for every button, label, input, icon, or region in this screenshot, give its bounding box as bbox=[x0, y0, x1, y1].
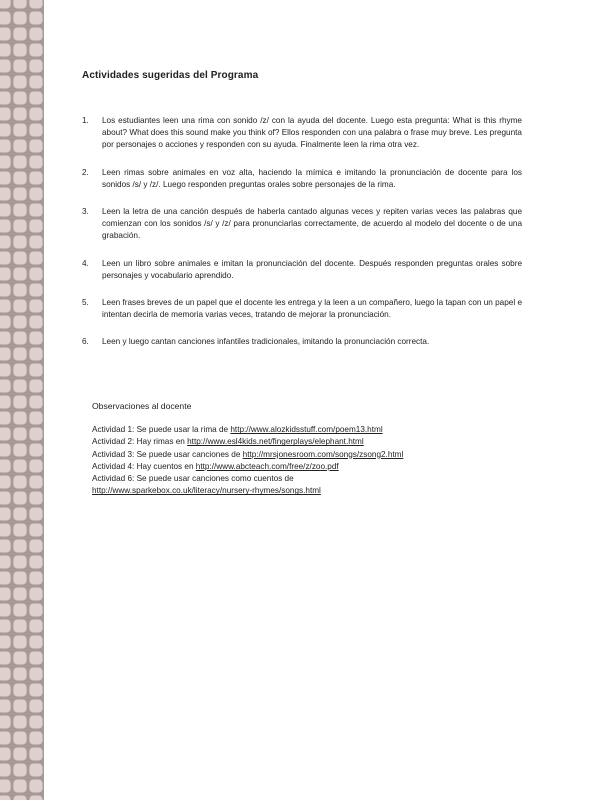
note-link[interactable]: http://www.esl4kids.net/fingerplays/elephant.html bbox=[187, 437, 364, 447]
border-tile bbox=[0, 395, 11, 408]
border-tile bbox=[13, 443, 26, 456]
border-tile bbox=[29, 107, 42, 120]
border-tile bbox=[0, 187, 11, 200]
border-tile bbox=[0, 459, 11, 472]
border-tile bbox=[13, 683, 26, 696]
border-tile bbox=[13, 763, 26, 776]
note-line bbox=[92, 461, 512, 473]
border-tile bbox=[13, 203, 26, 216]
border-tile bbox=[13, 507, 26, 520]
border-tile bbox=[0, 779, 11, 792]
border-tile bbox=[0, 155, 11, 168]
border-tile bbox=[29, 91, 42, 104]
border-tile bbox=[0, 347, 11, 360]
border-tile bbox=[29, 491, 42, 504]
note-link[interactable]: http://www.abcteach.com/free/z/zoo.pdf bbox=[195, 461, 339, 471]
border-tile bbox=[29, 59, 42, 72]
border-tile bbox=[0, 523, 11, 536]
border-tile bbox=[0, 619, 11, 632]
border-tile bbox=[29, 187, 42, 200]
border-tile bbox=[29, 603, 42, 616]
border-tile bbox=[13, 635, 26, 648]
border-tile bbox=[29, 475, 42, 488]
border-tile bbox=[13, 155, 26, 168]
border-tile-pattern bbox=[0, 0, 44, 800]
border-tile bbox=[13, 379, 26, 392]
decorative-border bbox=[0, 0, 44, 800]
border-tile bbox=[29, 619, 42, 632]
border-tile bbox=[0, 507, 11, 520]
border-tile bbox=[13, 555, 26, 568]
border-tile bbox=[29, 347, 42, 360]
border-tile bbox=[0, 379, 11, 392]
border-tile bbox=[0, 747, 11, 760]
border-tile bbox=[0, 731, 11, 744]
border-tile bbox=[29, 139, 42, 152]
border-tile bbox=[13, 571, 26, 584]
border-tile bbox=[13, 699, 26, 712]
border-tile bbox=[29, 363, 42, 376]
border-tile bbox=[13, 0, 26, 9]
main-content bbox=[82, 70, 522, 364]
border-tile bbox=[13, 11, 26, 24]
border-tile bbox=[13, 107, 26, 120]
border-tile bbox=[0, 299, 11, 312]
border-tile bbox=[0, 331, 11, 344]
border-tile bbox=[29, 667, 42, 680]
border-tile bbox=[29, 43, 42, 56]
note-line bbox=[92, 424, 512, 436]
border-tile bbox=[29, 123, 42, 136]
note-prefix: Actividad 4: Hay cuentos en bbox=[92, 461, 196, 471]
border-tile bbox=[0, 91, 11, 104]
border-tile bbox=[13, 779, 26, 792]
border-tile bbox=[0, 699, 11, 712]
border-tile bbox=[0, 427, 11, 440]
border-tile bbox=[0, 443, 11, 456]
activity-text: Leen la letra de una canción después de haberla cantado algunas veces y repiten varias veces las palabras que comienzan con los sonidos /s/ y /z/ para pronunciarlas correctamente, de acuerdo al modelo del docente o de una grabación. bbox=[102, 207, 522, 241]
border-tile bbox=[13, 523, 26, 536]
border-tile bbox=[13, 59, 26, 72]
border-tile bbox=[29, 571, 42, 584]
border-tile bbox=[29, 315, 42, 328]
border-tile bbox=[29, 267, 42, 280]
border-tile bbox=[13, 651, 26, 664]
note-line bbox=[92, 485, 512, 497]
border-tile bbox=[0, 219, 11, 232]
note-prefix: Actividad 2: Hay rimas en bbox=[92, 437, 188, 447]
teacher-notes bbox=[92, 400, 512, 497]
border-tile bbox=[29, 395, 42, 408]
border-tile bbox=[0, 171, 11, 184]
page-title: Actividades sugeridas del Programa bbox=[82, 70, 259, 81]
border-tile bbox=[13, 539, 26, 552]
border-tile bbox=[13, 747, 26, 760]
border-tile bbox=[29, 251, 42, 264]
border-tile bbox=[0, 635, 11, 648]
note-link[interactable]: http://mrsjonesroom.com/songs/zsong2.html bbox=[242, 449, 404, 459]
activity-text: Leen y luego cantan canciones infantiles tradicionales, imitando la pronunciación correcta. bbox=[102, 337, 430, 347]
border-tile bbox=[29, 779, 42, 792]
border-tile bbox=[29, 795, 42, 800]
border-tile bbox=[13, 27, 26, 40]
note-line bbox=[92, 473, 512, 485]
notes-heading: Observaciones al docente bbox=[92, 401, 192, 411]
activities-list bbox=[82, 115, 522, 349]
border-tile bbox=[29, 427, 42, 440]
border-tile bbox=[29, 747, 42, 760]
border-tile bbox=[29, 379, 42, 392]
activity-number: 4. bbox=[82, 258, 89, 268]
border-tile bbox=[13, 731, 26, 744]
border-tile bbox=[29, 155, 42, 168]
activity-item bbox=[82, 258, 522, 282]
border-tile bbox=[29, 459, 42, 472]
activity-text: Leen rimas sobre animales en voz alta, haciendo la mímica e imitando la pronunciación de docente para los sonidos /s/ y /z/. Luego responden preguntas orales sobre personajes de la rima. bbox=[102, 167, 522, 189]
note-link[interactable]: http://www.alozkidsstuff.com/poem13.html bbox=[230, 425, 383, 435]
border-tile bbox=[29, 683, 42, 696]
border-tile bbox=[13, 427, 26, 440]
border-tile bbox=[13, 411, 26, 424]
border-tile bbox=[0, 683, 11, 696]
border-tile bbox=[0, 203, 11, 216]
border-tile bbox=[0, 763, 11, 776]
note-prefix: Actividad 6: Se puede usar canciones como cuentos de bbox=[92, 474, 294, 484]
border-tile bbox=[13, 299, 26, 312]
border-tile bbox=[13, 347, 26, 360]
activity-item bbox=[82, 115, 522, 152]
border-tile bbox=[29, 587, 42, 600]
border-tile bbox=[0, 139, 11, 152]
border-tile bbox=[0, 251, 11, 264]
border-tile bbox=[0, 411, 11, 424]
note-line bbox=[92, 449, 512, 461]
border-tile bbox=[0, 603, 11, 616]
border-tile bbox=[29, 299, 42, 312]
border-tile bbox=[0, 235, 11, 248]
border-tile bbox=[29, 539, 42, 552]
border-tile bbox=[0, 0, 11, 9]
border-tile bbox=[13, 219, 26, 232]
border-tile bbox=[29, 171, 42, 184]
border-tile bbox=[0, 667, 11, 680]
border-tile bbox=[13, 171, 26, 184]
border-tile bbox=[13, 715, 26, 728]
border-tile bbox=[13, 91, 26, 104]
border-tile bbox=[0, 587, 11, 600]
activity-text: Los estudiantes leen una rima con sonido /z/ con la ayuda del docente. Luego esta pregunta: What is this rhyme about? What does this sound make you think of? Ellos responden con una palabra o frase muy breve. Les pregunta por personajes o acciones y responden con su ayuda. Finalmente leen la rima otra vez. bbox=[102, 116, 522, 150]
activity-item bbox=[82, 206, 522, 243]
border-tile bbox=[29, 235, 42, 248]
border-tile bbox=[13, 619, 26, 632]
border-tile bbox=[0, 491, 11, 504]
border-tile bbox=[29, 27, 42, 40]
activity-text: Leen un libro sobre animales e imitan la pronunciación del docente. Después responden preguntas orales sobre personajes y vocabulario aprendido. bbox=[102, 258, 522, 280]
border-tile bbox=[13, 267, 26, 280]
border-tile bbox=[0, 539, 11, 552]
activity-item bbox=[82, 297, 522, 321]
border-tile bbox=[13, 459, 26, 472]
border-tile bbox=[0, 107, 11, 120]
border-tile bbox=[29, 715, 42, 728]
border-tile bbox=[29, 635, 42, 648]
border-tile bbox=[0, 27, 11, 40]
activity-number: 2. bbox=[82, 167, 89, 177]
border-tile bbox=[29, 523, 42, 536]
border-tile bbox=[29, 651, 42, 664]
border-tile bbox=[13, 43, 26, 56]
activity-item bbox=[82, 167, 522, 191]
border-tile bbox=[13, 75, 26, 88]
border-tile bbox=[0, 315, 11, 328]
activity-text: Leen frases breves de un papel que el docente les entrega y la leen a un compañero, luego la tapan con un papel e intentan decirla de memoria varias veces, tratando de mejorar la pronunciación. bbox=[102, 298, 522, 320]
activity-number: 3. bbox=[82, 207, 89, 217]
border-tile bbox=[0, 555, 11, 568]
border-tile bbox=[0, 715, 11, 728]
border-tile bbox=[13, 363, 26, 376]
border-tile bbox=[0, 651, 11, 664]
border-tile bbox=[0, 363, 11, 376]
border-tile bbox=[13, 187, 26, 200]
note-prefix: Actividad 3: Se puede usar canciones de bbox=[92, 449, 243, 459]
border-tile bbox=[13, 587, 26, 600]
border-tile bbox=[0, 43, 11, 56]
border-tile bbox=[29, 555, 42, 568]
border-tile bbox=[13, 235, 26, 248]
border-tile bbox=[29, 331, 42, 344]
border-tile bbox=[13, 667, 26, 680]
border-tile bbox=[29, 0, 42, 9]
border-tile bbox=[13, 491, 26, 504]
border-tile bbox=[13, 331, 26, 344]
border-tile bbox=[13, 251, 26, 264]
border-tile bbox=[29, 283, 42, 296]
border-tile bbox=[13, 475, 26, 488]
note-line bbox=[92, 436, 512, 448]
border-tile bbox=[13, 283, 26, 296]
border-tile bbox=[29, 763, 42, 776]
border-tile bbox=[13, 795, 26, 800]
border-tile bbox=[29, 75, 42, 88]
activity-item bbox=[82, 336, 522, 348]
border-tile bbox=[13, 603, 26, 616]
border-tile bbox=[29, 699, 42, 712]
border-tile bbox=[0, 11, 11, 24]
border-tile bbox=[0, 475, 11, 488]
border-tile bbox=[0, 795, 11, 800]
border-tile bbox=[13, 123, 26, 136]
border-tile bbox=[29, 219, 42, 232]
border-tile bbox=[0, 75, 11, 88]
border-tile bbox=[0, 123, 11, 136]
border-tile bbox=[0, 59, 11, 72]
border-tile bbox=[13, 395, 26, 408]
activity-number: 6. bbox=[82, 337, 89, 347]
border-tile bbox=[29, 507, 42, 520]
note-prefix: Actividad 1: Se puede usar la rima de bbox=[92, 425, 231, 435]
border-tile bbox=[29, 11, 42, 24]
border-tile bbox=[29, 731, 42, 744]
border-tile bbox=[0, 571, 11, 584]
border-tile bbox=[29, 203, 42, 216]
note-link[interactable]: http://www.sparkebox.co.uk/literacy/nursery-rhymes/songs.html bbox=[92, 486, 321, 496]
border-tile bbox=[29, 411, 42, 424]
border-tile bbox=[0, 283, 11, 296]
border-tile bbox=[29, 443, 42, 456]
border-tile bbox=[13, 315, 26, 328]
activity-number: 5. bbox=[82, 298, 89, 308]
border-tile bbox=[13, 139, 26, 152]
activity-number: 1. bbox=[82, 116, 89, 125]
border-tile bbox=[0, 267, 11, 280]
